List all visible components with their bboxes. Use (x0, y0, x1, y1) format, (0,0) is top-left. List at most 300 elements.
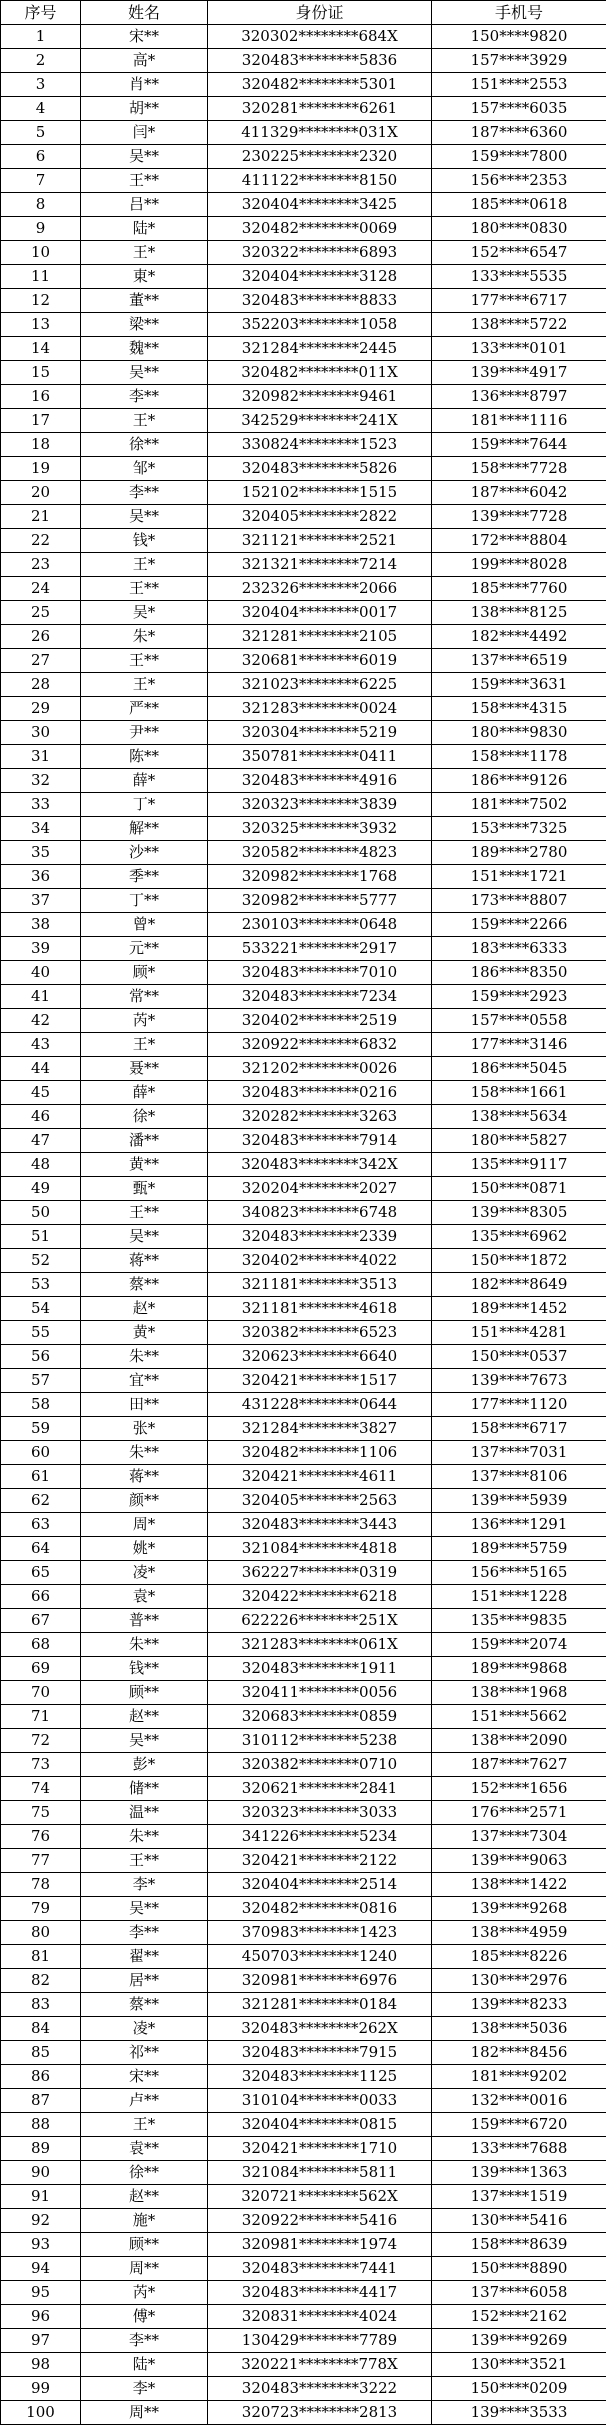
header-id-card: 身份证 (208, 1, 432, 25)
cell-name: 钱** (81, 1657, 208, 1681)
cell-name: 居** (81, 1969, 208, 1993)
cell-phone: 189****9868 (432, 1657, 606, 1681)
cell-phone: 173****8807 (432, 889, 606, 913)
cell-name: 闫* (81, 121, 208, 145)
cell-phone: 150****8890 (432, 2257, 606, 2281)
cell-index: 73 (1, 1753, 81, 1777)
table-row (1, 1441, 606, 1465)
table-row (1, 2377, 606, 2401)
table-row (1, 1225, 606, 1249)
table-row (1, 289, 606, 313)
table-row (1, 1009, 606, 1033)
cell-name: 朱** (81, 1825, 208, 1849)
cell-name: 宋** (81, 2065, 208, 2089)
cell-name: 王** (81, 169, 208, 193)
cell-index: 9 (1, 217, 81, 241)
cell-name: 吴** (81, 361, 208, 385)
cell-index: 4 (1, 97, 81, 121)
cell-phone: 181****1116 (432, 409, 606, 433)
cell-name: 曾* (81, 913, 208, 937)
cell-index: 63 (1, 1513, 81, 1537)
table-row (1, 361, 606, 385)
cell-id-card: 411329********031X (208, 121, 432, 145)
cell-index: 7 (1, 169, 81, 193)
cell-index: 96 (1, 2305, 81, 2329)
cell-index: 38 (1, 913, 81, 937)
cell-id-card: 533221********2917 (208, 937, 432, 961)
cell-id-card: 320831********4024 (208, 2305, 432, 2329)
cell-id-card: 320482********0816 (208, 1897, 432, 1921)
table-row (1, 1129, 606, 1153)
cell-index: 21 (1, 505, 81, 529)
cell-index: 82 (1, 1969, 81, 1993)
cell-phone: 199****8028 (432, 553, 606, 577)
table-row (1, 433, 606, 457)
cell-name: 朱** (81, 1345, 208, 1369)
cell-phone: 133****7688 (432, 2137, 606, 2161)
table-row (1, 2017, 606, 2041)
cell-id-card: 320483********7010 (208, 961, 432, 985)
cell-id-card: 320402********4022 (208, 1249, 432, 1273)
cell-index: 91 (1, 2185, 81, 2209)
cell-index: 84 (1, 2017, 81, 2041)
cell-index: 100 (1, 2401, 81, 2425)
cell-index: 88 (1, 2113, 81, 2137)
cell-phone: 138****5722 (432, 313, 606, 337)
cell-index: 54 (1, 1297, 81, 1321)
cell-index: 27 (1, 649, 81, 673)
cell-name: 吴* (81, 601, 208, 625)
cell-phone: 139****3533 (432, 2401, 606, 2425)
cell-phone: 150****0209 (432, 2377, 606, 2401)
cell-id-card: 321023********6225 (208, 673, 432, 697)
cell-id-card: 321283********0024 (208, 697, 432, 721)
cell-phone: 138****1422 (432, 1873, 606, 1897)
table-row (1, 1945, 606, 1969)
cell-name: 袁** (81, 2137, 208, 2161)
cell-name: 王** (81, 1849, 208, 1873)
cell-id-card: 321281********0184 (208, 1993, 432, 2017)
cell-name: 严** (81, 697, 208, 721)
cell-name: 吕** (81, 193, 208, 217)
cell-index: 61 (1, 1465, 81, 1489)
cell-name: 甄* (81, 1177, 208, 1201)
cell-id-card: 370983********1423 (208, 1921, 432, 1945)
cell-name: 王** (81, 1201, 208, 1225)
cell-id-card: 320982********1768 (208, 865, 432, 889)
table-row (1, 169, 606, 193)
table-row (1, 1081, 606, 1105)
cell-name: 陈** (81, 745, 208, 769)
table-row (1, 1801, 606, 1825)
cell-id-card: 321284********3827 (208, 1417, 432, 1441)
table-row (1, 1849, 606, 1873)
cell-id-card: 341226********5234 (208, 1825, 432, 1849)
cell-index: 90 (1, 2161, 81, 2185)
cell-id-card: 320982********5777 (208, 889, 432, 913)
cell-name: 宋** (81, 25, 208, 49)
table-row (1, 505, 606, 529)
cell-id-card: 320221********778X (208, 2353, 432, 2377)
cell-index: 65 (1, 1561, 81, 1585)
cell-name: 聂** (81, 1057, 208, 1081)
table-row (1, 1681, 606, 1705)
cell-id-card: 321121********2521 (208, 529, 432, 553)
cell-id-card: 320404********0815 (208, 2113, 432, 2137)
cell-id-card: 320483********7234 (208, 985, 432, 1009)
table-row (1, 673, 606, 697)
table-row (1, 217, 606, 241)
cell-name: 吴** (81, 1225, 208, 1249)
cell-name: 魏** (81, 337, 208, 361)
table-row (1, 1657, 606, 1681)
cell-phone: 185****7760 (432, 577, 606, 601)
cell-id-card: 320404********0017 (208, 601, 432, 625)
cell-name: 董** (81, 289, 208, 313)
cell-phone: 139****7728 (432, 505, 606, 529)
cell-phone: 187****6360 (432, 121, 606, 145)
cell-index: 37 (1, 889, 81, 913)
table-row (1, 769, 606, 793)
cell-index: 77 (1, 1849, 81, 1873)
cell-id-card: 320483********4417 (208, 2281, 432, 2305)
cell-phone: 187****7627 (432, 1753, 606, 1777)
cell-index: 45 (1, 1081, 81, 1105)
cell-phone: 139****8305 (432, 1201, 606, 1225)
table-row (1, 2281, 606, 2305)
cell-index: 79 (1, 1897, 81, 1921)
cell-name: 薛* (81, 769, 208, 793)
cell-index: 56 (1, 1345, 81, 1369)
cell-index: 76 (1, 1825, 81, 1849)
cell-id-card: 320922********5416 (208, 2209, 432, 2233)
cell-name: 肖** (81, 73, 208, 97)
cell-name: 李** (81, 1921, 208, 1945)
cell-phone: 159****2074 (432, 1633, 606, 1657)
table-row (1, 625, 606, 649)
cell-name: 姚* (81, 1537, 208, 1561)
cell-phone: 158****7728 (432, 457, 606, 481)
table-row (1, 889, 606, 913)
cell-index: 13 (1, 313, 81, 337)
cell-name: 祁** (81, 2041, 208, 2065)
cell-index: 34 (1, 817, 81, 841)
table-row (1, 2041, 606, 2065)
cell-index: 16 (1, 385, 81, 409)
cell-index: 25 (1, 601, 81, 625)
cell-id-card: 320302********684X (208, 25, 432, 49)
cell-index: 10 (1, 241, 81, 265)
cell-name: 李** (81, 481, 208, 505)
cell-index: 95 (1, 2281, 81, 2305)
cell-name: 丁** (81, 889, 208, 913)
cell-phone: 186****8350 (432, 961, 606, 985)
cell-id-card: 320981********1974 (208, 2233, 432, 2257)
cell-index: 15 (1, 361, 81, 385)
cell-phone: 189****5759 (432, 1537, 606, 1561)
cell-id-card: 320421********4611 (208, 1465, 432, 1489)
table-row (1, 1105, 606, 1129)
cell-id-card: 320483********262X (208, 2017, 432, 2041)
cell-phone: 158****6717 (432, 1417, 606, 1441)
cell-phone: 172****8804 (432, 529, 606, 553)
cell-id-card: 320723********2813 (208, 2401, 432, 2425)
table-row (1, 25, 606, 49)
cell-id-card: 310104********0033 (208, 2089, 432, 2113)
cell-name: 黄** (81, 1153, 208, 1177)
cell-phone: 158****1661 (432, 1081, 606, 1105)
table-row (1, 2329, 606, 2353)
table-row (1, 1873, 606, 1897)
cell-name: 元** (81, 937, 208, 961)
table-row (1, 2113, 606, 2137)
cell-index: 70 (1, 1681, 81, 1705)
cell-phone: 158****4315 (432, 697, 606, 721)
cell-id-card: 320382********0710 (208, 1753, 432, 1777)
table-row (1, 409, 606, 433)
cell-name: 常** (81, 985, 208, 1009)
cell-id-card: 321281********2105 (208, 625, 432, 649)
cell-name: 王** (81, 577, 208, 601)
table-row (1, 481, 606, 505)
cell-index: 29 (1, 697, 81, 721)
cell-id-card: 321084********5811 (208, 2161, 432, 2185)
cell-name: 钱* (81, 529, 208, 553)
cell-name: 芮* (81, 2281, 208, 2305)
cell-phone: 186****9126 (432, 769, 606, 793)
cell-id-card: 320402********2519 (208, 1009, 432, 1033)
cell-id-card: 320421********2122 (208, 1849, 432, 1873)
cell-phone: 137****8106 (432, 1465, 606, 1489)
cell-index: 6 (1, 145, 81, 169)
table-row (1, 193, 606, 217)
cell-phone: 180****9830 (432, 721, 606, 745)
cell-phone: 139****4917 (432, 361, 606, 385)
cell-name: 李* (81, 1873, 208, 1897)
cell-name: 李** (81, 385, 208, 409)
table-row (1, 1921, 606, 1945)
cell-phone: 151****5662 (432, 1705, 606, 1729)
cell-id-card: 362227********0319 (208, 1561, 432, 1585)
cell-name: 王* (81, 241, 208, 265)
cell-id-card: 320683********0859 (208, 1705, 432, 1729)
cell-id-card: 320404********2514 (208, 1873, 432, 1897)
cell-index: 98 (1, 2353, 81, 2377)
cell-index: 92 (1, 2209, 81, 2233)
cell-id-card: 320404********3425 (208, 193, 432, 217)
cell-index: 75 (1, 1801, 81, 1825)
cell-phone: 185****0618 (432, 193, 606, 217)
cell-index: 87 (1, 2089, 81, 2113)
table-row (1, 457, 606, 481)
cell-index: 78 (1, 1873, 81, 1897)
cell-id-card: 350781********0411 (208, 745, 432, 769)
table-row (1, 313, 606, 337)
table-row (1, 1537, 606, 1561)
cell-phone: 182****4492 (432, 625, 606, 649)
table-row (1, 2185, 606, 2209)
cell-id-card: 320322********6893 (208, 241, 432, 265)
cell-phone: 158****8639 (432, 2233, 606, 2257)
cell-index: 71 (1, 1705, 81, 1729)
table-row (1, 1513, 606, 1537)
table-row (1, 865, 606, 889)
cell-name: 蒋** (81, 1465, 208, 1489)
table-row (1, 2065, 606, 2089)
cell-index: 53 (1, 1273, 81, 1297)
header-row (1, 1, 606, 25)
cell-phone: 138****1968 (432, 1681, 606, 1705)
cell-phone: 159****6720 (432, 2113, 606, 2137)
cell-index: 23 (1, 553, 81, 577)
table-row (1, 2401, 606, 2425)
cell-phone: 139****5939 (432, 1489, 606, 1513)
cell-id-card: 320681********6019 (208, 649, 432, 673)
cell-name: 周** (81, 2401, 208, 2425)
cell-id-card: 321084********4818 (208, 1537, 432, 1561)
cell-phone: 138****5036 (432, 2017, 606, 2041)
table-row (1, 241, 606, 265)
cell-phone: 181****9202 (432, 2065, 606, 2089)
table-row (1, 577, 606, 601)
cell-phone: 133****0101 (432, 337, 606, 361)
cell-phone: 137****6058 (432, 2281, 606, 2305)
cell-id-card: 320304********5219 (208, 721, 432, 745)
cell-name: 颜** (81, 1489, 208, 1513)
cell-phone: 138****4959 (432, 1921, 606, 1945)
table-row (1, 1273, 606, 1297)
cell-index: 31 (1, 745, 81, 769)
cell-index: 36 (1, 865, 81, 889)
cell-id-card: 320482********011X (208, 361, 432, 385)
cell-phone: 151****2553 (432, 73, 606, 97)
cell-name: 彭* (81, 1753, 208, 1777)
cell-name: 吴** (81, 1897, 208, 1921)
cell-id-card: 320422********6218 (208, 1585, 432, 1609)
cell-index: 50 (1, 1201, 81, 1225)
cell-id-card: 431228********0644 (208, 1393, 432, 1417)
cell-name: 赵** (81, 1705, 208, 1729)
cell-phone: 159****7800 (432, 145, 606, 169)
cell-name: 解** (81, 817, 208, 841)
table-row (1, 1609, 606, 1633)
table-row (1, 1177, 606, 1201)
cell-index: 35 (1, 841, 81, 865)
cell-name: 周** (81, 2257, 208, 2281)
table-row (1, 1417, 606, 1441)
table-row (1, 1561, 606, 1585)
cell-phone: 133****5535 (432, 265, 606, 289)
table-row (1, 1465, 606, 1489)
table-row (1, 745, 606, 769)
table-row (1, 793, 606, 817)
cell-phone: 176****2571 (432, 1801, 606, 1825)
cell-index: 89 (1, 2137, 81, 2161)
cell-id-card: 320405********2822 (208, 505, 432, 529)
cell-phone: 152****1656 (432, 1777, 606, 1801)
cell-id-card: 321321********7214 (208, 553, 432, 577)
cell-phone: 137****6519 (432, 649, 606, 673)
table-row (1, 2305, 606, 2329)
cell-id-card: 320482********5301 (208, 73, 432, 97)
cell-index: 32 (1, 769, 81, 793)
cell-index: 72 (1, 1729, 81, 1753)
cell-phone: 177****1120 (432, 1393, 606, 1417)
cell-name: 蒋** (81, 1249, 208, 1273)
table-row (1, 1345, 606, 1369)
cell-phone: 137****7304 (432, 1825, 606, 1849)
cell-phone: 180****0830 (432, 217, 606, 241)
cell-phone: 180****5827 (432, 1129, 606, 1153)
cell-name: 卢** (81, 2089, 208, 2113)
table-row (1, 1249, 606, 1273)
table-row (1, 1753, 606, 1777)
cell-index: 68 (1, 1633, 81, 1657)
cell-phone: 152****6547 (432, 241, 606, 265)
cell-id-card: 320981********6976 (208, 1969, 432, 1993)
cell-name: 丁* (81, 793, 208, 817)
table-row (1, 1705, 606, 1729)
cell-phone: 135****6962 (432, 1225, 606, 1249)
cell-name: 沙** (81, 841, 208, 865)
cell-phone: 137****7031 (432, 1441, 606, 1465)
cell-id-card: 230225********2320 (208, 145, 432, 169)
cell-id-card: 321283********061X (208, 1633, 432, 1657)
cell-id-card: 320483********3222 (208, 2377, 432, 2401)
cell-id-card: 320483********342X (208, 1153, 432, 1177)
cell-id-card: 340823********6748 (208, 1201, 432, 1225)
cell-phone: 130****3521 (432, 2353, 606, 2377)
cell-id-card: 320483********5836 (208, 49, 432, 73)
cell-name: 徐** (81, 433, 208, 457)
cell-index: 24 (1, 577, 81, 601)
cell-name: 翟** (81, 1945, 208, 1969)
cell-name: 朱* (81, 625, 208, 649)
table-row (1, 2233, 606, 2257)
cell-id-card: 320483********1911 (208, 1657, 432, 1681)
cell-phone: 150****9820 (432, 25, 606, 49)
cell-id-card: 310112********5238 (208, 1729, 432, 1753)
cell-name: 赵* (81, 1297, 208, 1321)
cell-phone: 151****1228 (432, 1585, 606, 1609)
cell-name: 陆* (81, 2353, 208, 2377)
cell-id-card: 230103********0648 (208, 913, 432, 937)
table-row (1, 1897, 606, 1921)
cell-index: 48 (1, 1153, 81, 1177)
cell-id-card: 320421********1517 (208, 1369, 432, 1393)
cell-id-card: 321284********2445 (208, 337, 432, 361)
cell-phone: 151****1721 (432, 865, 606, 889)
cell-id-card: 320621********2841 (208, 1777, 432, 1801)
cell-name: 普** (81, 1609, 208, 1633)
table-row (1, 1489, 606, 1513)
cell-phone: 159****7644 (432, 433, 606, 457)
table-row (1, 985, 606, 1009)
table-row (1, 1393, 606, 1417)
table-row (1, 841, 606, 865)
table-row (1, 337, 606, 361)
cell-phone: 156****5165 (432, 1561, 606, 1585)
cell-phone: 189****2780 (432, 841, 606, 865)
table-row (1, 553, 606, 577)
table-row (1, 145, 606, 169)
table-row (1, 1585, 606, 1609)
cell-id-card: 320411********0056 (208, 1681, 432, 1705)
cell-index: 12 (1, 289, 81, 313)
cell-phone: 138****5634 (432, 1105, 606, 1129)
cell-phone: 157****6035 (432, 97, 606, 121)
cell-name: 吴** (81, 1729, 208, 1753)
